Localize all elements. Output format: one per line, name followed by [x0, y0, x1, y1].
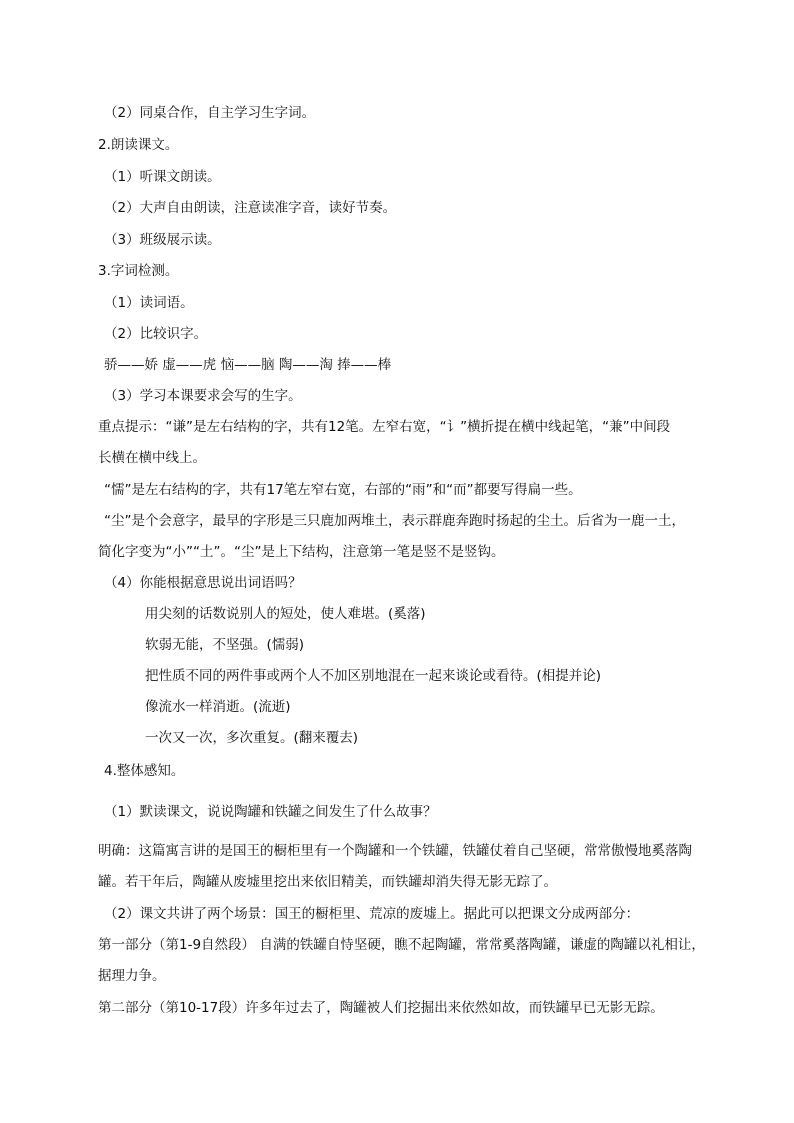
step-4-1-line: （1）默读课文，说说陶罐和铁罐之间发生了什么故事？	[104, 804, 437, 820]
step-3-2-line: （2）比较识字。	[104, 326, 208, 342]
answer-line-1: 明确：这篇寓言讲的是国王的橱柜里有一个陶罐和一个铁罐，铁罐仗着自己坚硬，常常傲慢地奚落陶	[98, 843, 692, 859]
definition-line-4: 像流水一样消逝。(流逝)	[145, 699, 291, 715]
chen-tip-line-2: 简化字变为“小”“土”。“尘”是上下结构，注意第一笔是竖不是竖钩。	[98, 544, 505, 560]
step-3-1-line: （1）读词语。	[104, 295, 194, 311]
definition-line-2: 软弱无能，不坚强。(懦弱)	[145, 637, 305, 653]
chen-tip-line-1: “尘”是个会意字，最早的字形是三只鹿加两堆土，表示群鹿奔跑时扬起的尘土。后省为一鹿一土，	[104, 513, 685, 529]
compare-chars-line: 骄——娇 虚——虎 恼——脑 陶——淘 捧——棒	[104, 357, 392, 373]
section-3-heading: 3.字词检测。	[98, 263, 179, 279]
section-4-heading: 4.整体感知。	[104, 763, 185, 779]
part-2-line: 第二部分（第10-17段）许多年过去了，陶罐被人们挖掘出来依然如故，而铁罐早已无影无踪。	[98, 1000, 664, 1016]
key-tip-line-1: 重点提示：“谦”是左右结构的字，共有12笔。左窄右宽，“讠”横折提在横中线起笔，“兼”中间段	[98, 419, 671, 435]
step-2-2-line: （2）同桌合作，自主学习生字词。	[104, 105, 316, 121]
step-3-4-line: （4）你能根据意思说出词语吗？	[104, 575, 302, 591]
part-1-line-2: 据理力争。	[98, 968, 166, 984]
step-2b-line: （2）大声自由朗读，注意读准字音，读好节奏。	[104, 200, 397, 216]
definition-line-3: 把性质不同的两件事或两个人不加区别地混在一起来谈论或看待。(相提并论)	[145, 668, 602, 684]
definition-line-5: 一次又一次，多次重复。(翻来覆去)	[145, 730, 359, 746]
answer-line-2: 罐。若干年后，陶罐从废墟里挖出来依旧精美，而铁罐却消失得无影无踪了。	[98, 874, 557, 890]
part-1-line-1: 第一部分（第1-9自然段） 自满的铁罐自恃坚硬，瞧不起陶罐，常常奚落陶罐，谦虚的陶罐以礼相让，	[98, 937, 705, 953]
step-4-2-line: （2）课文共讲了两个场景：国王的橱柜里、荒凉的废墟上。据此可以把课文分成两部分：	[104, 906, 640, 922]
step-3-3-line: （3）学习本课要求会写的生字。	[104, 388, 302, 404]
nuo-tip-line: “懦”是左右结构的字，共有17笔左窄右宽，右部的“雨”和“而”都要写得扁一些。	[104, 482, 582, 498]
step-2-3-line: （3）班级展示读。	[104, 232, 221, 248]
step-2-1-line: （1）听课文朗读。	[104, 169, 221, 185]
key-tip-line-2: 长横在横中线上。	[98, 450, 206, 466]
definition-line-1: 用尖刻的话数说别人的短处，使人难堪。(奚落)	[145, 606, 426, 622]
section-2-heading: 2.朗读课文。	[98, 137, 179, 153]
